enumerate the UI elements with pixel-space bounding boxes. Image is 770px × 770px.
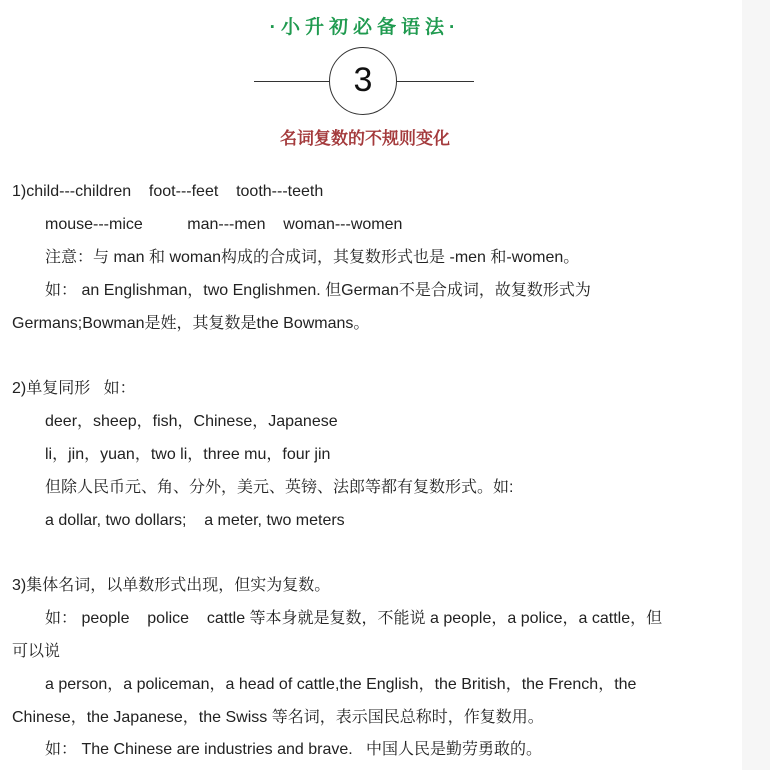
divider-left	[254, 81, 330, 82]
text-line: mouse---mice man---men woman---women	[45, 216, 403, 233]
section-subtitle: 名词复数的不规则变化	[280, 129, 450, 148]
text-line: 可以说	[12, 643, 61, 660]
text-line: deer，sheep，fish，Chinese，Japanese	[45, 413, 338, 430]
text-line: Chinese，the Japanese，the Swiss 等名词，表示国民总称时，作复数用。	[12, 709, 544, 726]
text-line: 如： The Chinese are industries and brave. 中国人民是勤劳勇敢的。	[45, 741, 543, 758]
section-number: 3	[329, 47, 397, 115]
text-line: 1)child---children foot---feet tooth---teeth	[12, 183, 324, 200]
text-line: 如： an Englishman，two Englishmen. 但German不是合成词，故复数形式为	[45, 282, 591, 299]
text-line: 2)单复同形 如：	[12, 380, 136, 397]
text-line: 如： people police cattle 等本身就是复数，不能说 a people，a police，a cattle，但	[45, 610, 663, 627]
page-edge	[742, 0, 770, 770]
section-title: ·小升初必备语法·	[269, 17, 461, 38]
text-line: a dollar, two dollars; a meter, two meters	[45, 512, 345, 529]
text-line: 但除人民币元、角、分外，美元、英镑、法郎等都有复数形式。如:	[45, 479, 514, 496]
text-line: 注意：与 man 和 woman构成的合成词，其复数形式也是 -men 和-women。	[45, 249, 580, 266]
text-line: Germans;Bowman是姓，其复数是the Bowmans。	[12, 315, 370, 332]
text-line: 3)集体名词，以单数形式出现，但实为复数。	[12, 577, 331, 594]
text-line: a person，a policeman，a head of cattle,the English，the British，the French，the	[45, 676, 637, 693]
divider-right	[396, 81, 474, 82]
text-line: li，jin，yuan，two li，three mu，four jin	[45, 446, 331, 463]
